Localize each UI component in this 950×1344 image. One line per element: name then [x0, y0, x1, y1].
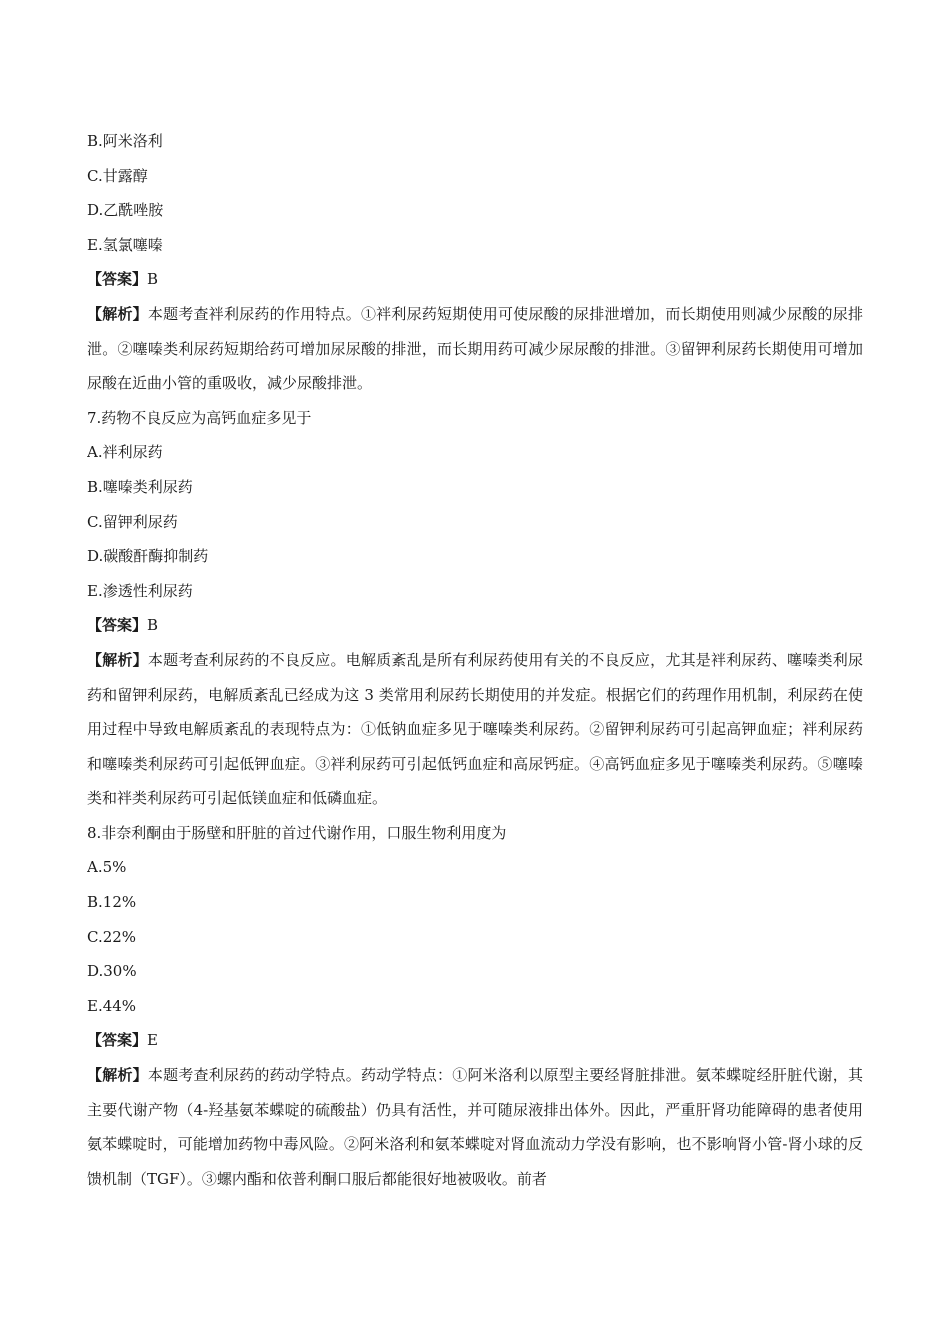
- document-body: [87, 124, 863, 1196]
- answer-option: [87, 228, 863, 263]
- line-text: D.30%: [87, 962, 137, 981]
- answer-option: [87, 954, 863, 989]
- answer-option: [87, 885, 863, 920]
- line-text: E.氢氯噻嗪: [87, 235, 163, 254]
- answer-option: [87, 159, 863, 194]
- answer-option: [87, 505, 863, 540]
- line-text: B.阿米洛利: [87, 132, 163, 150]
- analysis-label: 【解析】: [87, 650, 148, 669]
- line-text: C.留钾利尿药: [87, 512, 178, 531]
- answer-line: [87, 1023, 863, 1058]
- line-text: D.碳酸酐酶抑制药: [87, 547, 209, 566]
- line-text: C.甘露醇: [87, 166, 148, 185]
- answer-option: [87, 470, 863, 505]
- line-text: B.噻嗪类利尿药: [87, 477, 193, 496]
- line-text: E.渗透性利尿药: [87, 581, 193, 600]
- answer-option: [87, 193, 863, 228]
- analysis-paragraph: [87, 643, 863, 816]
- line-text: A.袢利尿药: [87, 443, 163, 462]
- answer-label: 【答案】: [87, 1031, 148, 1050]
- answer-label: 【答案】: [87, 270, 148, 289]
- analysis-paragraph: [87, 297, 863, 401]
- analysis-text: 本题考查利尿药的不良反应。电解质紊乱是所有利尿药使用有关的不良反应，尤其是袢利尿药、噻嗪类利尿药和留钾利尿药，电解质紊乱已经成为这 3 类常用利尿药长期使用的并发症。根据它们的药理作用机制，利尿药在使用过程中导致电解质紊乱的表现特点为：①低钠血症多见于噻嗪类利尿药。②留钾利尿药可引起高钾血症；袢利尿药和噻嗪类利尿药可引起低钾血症。③袢利尿药可引起低钙血症和高尿钙症。④高钙血症多见于噻嗪类利尿药。⑤噻嗪类和袢类利尿药可引起低镁血症和低磷血症。: [87, 650, 863, 808]
- answer-option: [87, 435, 863, 470]
- answer-option: [87, 850, 863, 885]
- answer-text: B: [147, 616, 159, 635]
- question-stem: [87, 816, 863, 851]
- answer-option: [87, 989, 863, 1024]
- answer-text: B: [147, 270, 159, 289]
- line-text: A.5%: [87, 858, 127, 877]
- line-text: 8.非奈利酮由于肠壁和肝脏的首过代谢作用，口服生物利用度为: [87, 823, 507, 842]
- line-text: C.22%: [87, 927, 137, 946]
- answer-option: [87, 574, 863, 609]
- answer-label: 【答案】: [87, 616, 148, 635]
- question-stem: [87, 401, 863, 436]
- answer-option: [87, 920, 863, 955]
- line-text: B.12%: [87, 893, 137, 912]
- line-text: 7.药物不良反应为高钙血症多见于: [87, 408, 312, 427]
- line-text: E.44%: [87, 996, 137, 1015]
- analysis-paragraph: [87, 1058, 863, 1196]
- answer-line: [87, 262, 863, 297]
- analysis-text: 本题考查利尿药的药动学特点。药动学特点：①阿米洛利以原型主要经肾脏排泄。氨苯蝶啶经肝脏代谢，其主要代谢产物（4-羟基氨苯蝶啶的硫酸盐）仍具有活性，并可随尿液排出体外。因此，严重肝肾功能障碍的患者使用氨苯蝶啶时，可能增加药物中毒风险。②阿米洛利和氨苯蝶啶对肾血流动力学没有影响，也不影响肾小管-肾小球的反馈机制（TGF）。③螺内酯和依普利酮口服后都能很好地被吸收。前者: [87, 1066, 863, 1188]
- line-text: D.乙酰唑胺: [87, 201, 164, 220]
- analysis-label: 【解析】: [87, 304, 148, 323]
- answer-option: [87, 539, 863, 574]
- answer-line: [87, 608, 863, 643]
- answer-option: [87, 124, 863, 159]
- analysis-text: 本题考查袢利尿药的作用特点。①袢利尿药短期使用可使尿酸的尿排泄增加，而长期使用则减少尿酸的尿排泄。②噻嗪类利尿药短期给药可增加尿尿酸的排泄，而长期用药可减少尿尿酸的排泄。③留钾利尿药长期使用可增加尿酸在近曲小管的重吸收，减少尿酸排泄。: [87, 304, 863, 393]
- answer-text: E: [147, 1031, 158, 1050]
- analysis-label: 【解析】: [87, 1066, 148, 1085]
